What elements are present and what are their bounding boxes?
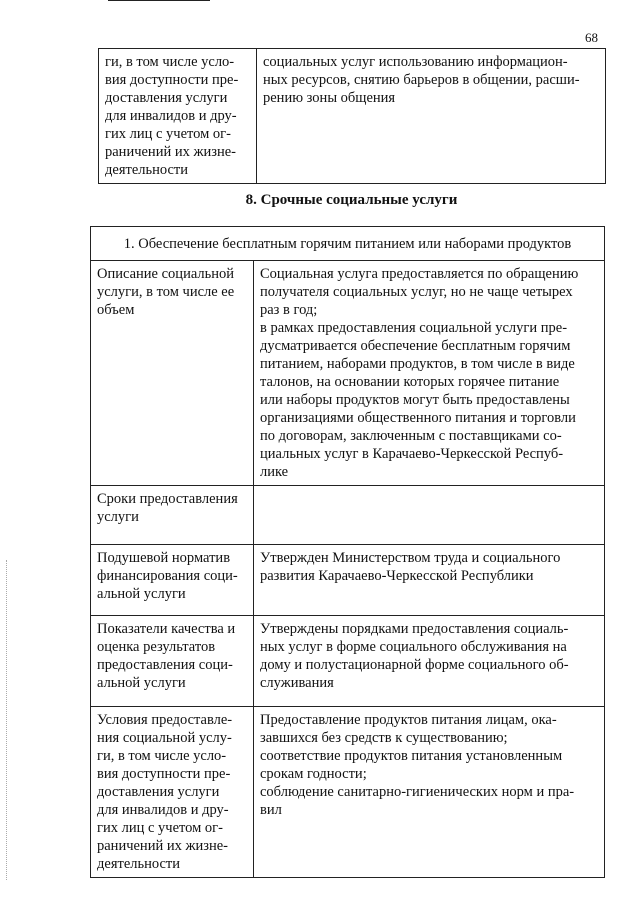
- text-line: альной услуги: [97, 675, 186, 691]
- text-line: ных услуг в форме социального обслуживания на: [260, 639, 567, 655]
- row-value-cell: [254, 486, 605, 545]
- text-line: питанием, наборами продуктов, в том числе в виде: [260, 356, 575, 372]
- text-line: талонов, на основании которых горячее питание: [260, 374, 560, 390]
- table-row: [99, 49, 606, 184]
- text-line: оценка результатов: [97, 639, 216, 655]
- service-table: [90, 226, 605, 878]
- text-line: соблюдение санитарно-гигиенических норм и пра-: [260, 784, 575, 800]
- text-line: Подушевой норматив: [97, 550, 231, 566]
- text-line: получателя социальных услуг, но не чаще четырех: [260, 284, 573, 300]
- text-line: гих лиц с учетом ог-: [105, 126, 231, 142]
- text-line: предоставления соци-: [97, 657, 233, 673]
- service-heading-row: [91, 227, 605, 261]
- text-line: Условия предоставле-: [97, 712, 233, 728]
- text-line: завшихся без средств к существованию;: [260, 730, 508, 746]
- text-line: социальных услуг использованию информацион-: [263, 54, 568, 70]
- row-value-cell: [254, 545, 605, 616]
- text-line: вил: [260, 802, 282, 818]
- table-row: [91, 545, 605, 616]
- continuation-label-cell: [99, 49, 257, 184]
- table-row: [91, 707, 605, 878]
- text-line: деятельности: [97, 856, 181, 872]
- continuation-value-cell: [257, 49, 606, 184]
- text-line: организациями общественного питания и торговли: [260, 410, 576, 426]
- text-line: Сроки предоставления: [97, 491, 238, 507]
- row-label-cell: [91, 261, 254, 486]
- row-value-cell: [254, 616, 605, 707]
- row-label-cell: [91, 616, 254, 707]
- text-line: или наборы продуктов могут быть предоставлены: [260, 392, 570, 408]
- text-line: соответствие продуктов питания установленным: [260, 748, 563, 764]
- text-line: лике: [260, 464, 289, 480]
- text-line: раз в год;: [260, 302, 318, 318]
- text-line: в рамках предоставления социальной услуги пре-: [260, 320, 568, 336]
- text-line: дусматривается обеспечение бесплатным горячим: [260, 338, 571, 354]
- text-line: циальных услуг в Карачаево-Черкесской Респуб-: [260, 446, 564, 462]
- text-line: ги, в том числе усло-: [105, 54, 235, 70]
- section-title: 8. Срочные социальные услуги: [245, 192, 458, 208]
- row-label-cell: [91, 545, 254, 616]
- text-line: Утверждены порядками предоставления социаль-: [260, 621, 569, 637]
- text-line: Социальная услуга предоставляется по обращению: [260, 266, 579, 282]
- continuation-table: [98, 48, 606, 184]
- text-line: ния социальной услу-: [97, 730, 232, 746]
- text-line: Утвержден Министерством труда и социального: [260, 550, 561, 566]
- table-row: [91, 486, 605, 545]
- text-line: развития Карачаево-Черкесской Республики: [260, 568, 534, 584]
- text-line: доставления услуги: [105, 90, 228, 106]
- text-line: финансирования соци-: [97, 568, 238, 584]
- text-line: доставления услуги: [97, 784, 220, 800]
- text-line: ных ресурсов, снятию барьеров в общении, расши-: [263, 72, 580, 88]
- text-line: вия доступности пре-: [105, 72, 239, 88]
- table-row: [91, 616, 605, 707]
- text-line: услуги, в том числе ее: [97, 284, 235, 300]
- text-line: рению зоны общения: [263, 90, 396, 106]
- text-line: по договорам, заключенным с поставщиками со-: [260, 428, 562, 444]
- header-rule: [108, 0, 210, 1]
- text-line: раничений их жизне-: [105, 144, 237, 160]
- row-label-cell: [91, 486, 254, 545]
- text-line: ги, в том числе усло-: [97, 748, 227, 764]
- text-line: деятельности: [105, 162, 189, 178]
- text-line: для инвалидов и дру-: [105, 108, 237, 124]
- text-line: служивания: [260, 675, 334, 691]
- row-value-cell: [254, 261, 605, 486]
- text-line: Показатели качества и: [97, 621, 236, 637]
- text-line: срокам годности;: [260, 766, 367, 782]
- table-row: [91, 261, 605, 486]
- text-line: объем: [97, 302, 135, 318]
- row-value-cell: [254, 707, 605, 878]
- text-line: вия доступности пре-: [97, 766, 231, 782]
- text-line: Описание социальной: [97, 266, 235, 282]
- text-line: дому и полустационарной форме социального об-: [260, 657, 569, 673]
- service-heading: 1. Обеспечение бесплатным горячим питанием или наборами продуктов: [91, 227, 605, 261]
- text-line: альной услуги: [97, 586, 186, 602]
- text-line: услуги: [97, 509, 139, 525]
- text-line: для инвалидов и дру-: [97, 802, 229, 818]
- text-line: гих лиц с учетом ог-: [97, 820, 223, 836]
- text-line: раничений их жизне-: [97, 838, 229, 854]
- scan-margin-dots: [6, 560, 7, 880]
- page-number: 68: [585, 30, 598, 45]
- row-label-cell: [91, 707, 254, 878]
- text-line: Предоставление продуктов питания лицам, ока-: [260, 712, 557, 728]
